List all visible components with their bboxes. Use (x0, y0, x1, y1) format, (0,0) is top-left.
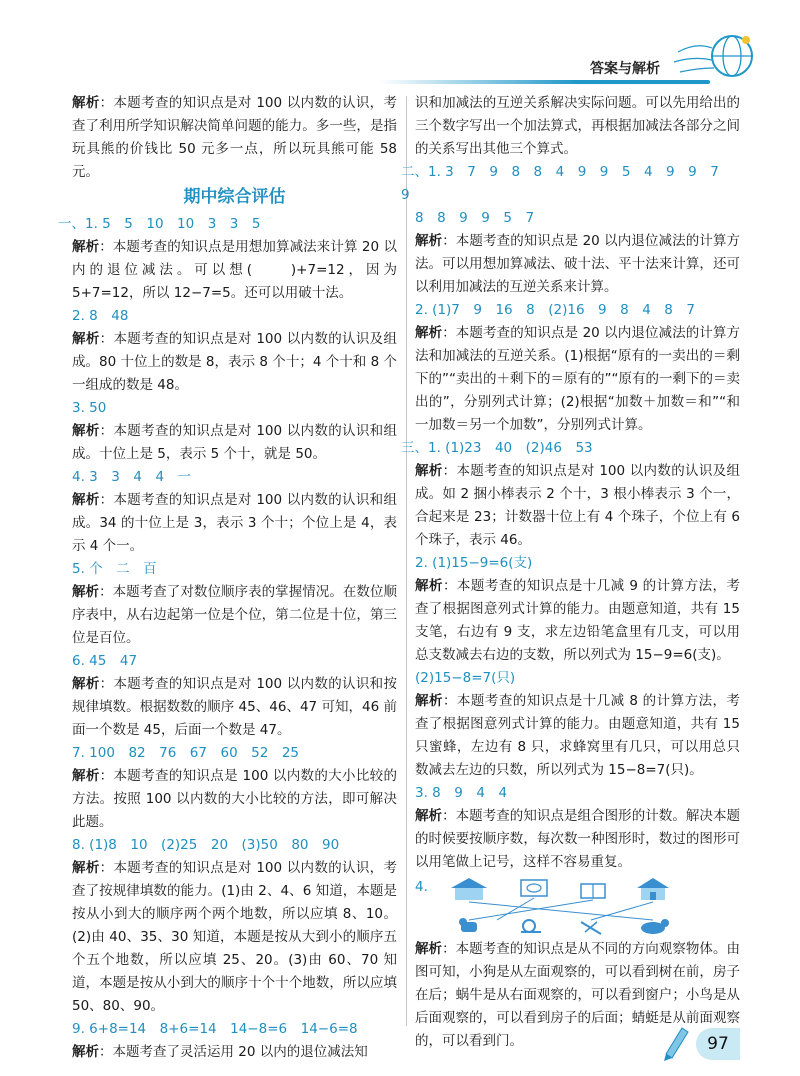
s2-analysis: 解析：本题考查的知识点是 20 以内退位减法的计算方法。可以用想加算减法、破十法、平十法来计算，还可以利用加减法的互逆关系来计算。 (415, 233, 741, 295)
q4-answer: 4. 3 3 4 4 一 (72, 469, 192, 485)
s3q2-answer: 2. (1)15−9=6(支) (415, 555, 533, 571)
q1-answer: 一、1. 5 5 10 10 3 3 5 (58, 216, 261, 232)
left-column (58, 92, 398, 1064)
window-icon (521, 880, 547, 896)
q2-analysis: 解析：本题考查的知识点是对 100 以内数的认识及组成。80 十位上的数是 8，表示 8 个十；4 个十和 8 个一组成的数是 48。 (72, 331, 397, 393)
header-title: 答案与解析 (590, 61, 660, 77)
q9-analysis: 解析：本题考查了灵活运用 20 以内的退位减法知 (72, 1044, 368, 1060)
s3q2b-answer: (2)15−8=7(只) (415, 670, 516, 686)
bird-icon (641, 919, 669, 934)
continued-analysis: 识和加减法的互逆关系解决实际问题。可以先用给出的三个数字写出一个加法算式，再根据加减法各部分之间的关系写出其他三个算式。 (415, 95, 740, 157)
pencil-icon (660, 1022, 692, 1062)
page-header (0, 0, 800, 90)
s3q3-analysis: 解析：本题考查的知识点是组合图形的计数。解决本题的时候要按顺序数，每次数一种图形时，数过的图形可以用笔做上记号，这样不容易重复。 (415, 808, 741, 870)
house-side-icon (451, 878, 487, 900)
s2q2-answer: 2. (1)7 9 16 8 (2)16 9 8 4 8 7 (415, 302, 695, 318)
right-column (401, 92, 741, 1053)
s3q4-analysis: 解析：本题考查的知识点是从不同的方向观察物体。由图可知，小狗是从左面观察的，可以看到树在前，房子在后；蜗牛是从右面观察的，可以看到窗户；小鸟是从后面观察的，可以看到房子的后面；蜻蜓是从前面观察的，可以看到门。 (415, 941, 741, 1049)
house-back-icon (581, 884, 605, 898)
q2-answer: 2. 8 48 (72, 308, 129, 324)
q8-analysis: 解析：本题考查的知识点是对 100 以内数的认识，考查了按规律填数的能力。(1)由 2、4、6 知道，本题是按从小到大的顺序两个两个地数，所以应填 8、10。(2)由 40、35、30 知道，本题是按从大到小的顺序五个五个地数，所以应填 25、20。(3)由 60、70 知道，本题是按从小到大的顺序十个十个地数，所以应填 50、80、90。 (72, 860, 397, 1014)
page-number: 97 (696, 1028, 740, 1060)
globe-logo-icon (660, 22, 760, 88)
column-divider (406, 96, 407, 1026)
observation-figure (415, 876, 740, 936)
section-title: 期中综合评估 (183, 187, 286, 207)
q9-answer: 9. 6+8=14 8+6=14 14−8=6 14−6=8 (72, 1021, 358, 1037)
dragonfly-icon (581, 922, 601, 934)
q7-answer: 7. 100 82 76 67 60 52 25 (72, 745, 300, 761)
q5-answer: 5. 个 二 百 (72, 561, 157, 577)
intro-analysis: 解析：本题考查的知识点是对 100 以内数的认识，考查了利用所学知识解决简单问题的能力。多一些，是指玩具熊的价钱比 50 元多一点，所以玩具熊可能 58 元。 (72, 95, 397, 180)
q3-analysis: 解析：本题考查的知识点是对 100 以内数的认识和组成。十位上是 5，表示 5 个十，就是 50。 (72, 423, 397, 462)
q4-analysis: 解析：本题考查的知识点是对 100 以内数的认识和组成。34 的十位上是 3，表示 3 个十；个位上是 4，表示 4 个一。 (72, 492, 397, 554)
s3-analysis: 解析：本题考查的知识点是对 100 以内数的认识及组成。如 2 捆小棒表示 2 个十，3 根小棒表示 3 个一，合起来是 23；计数器十位上有 4 个珠子，个位上有 6 个珠子，表示 46。 (415, 463, 740, 548)
q6-analysis: 解析：本题考查的知识点是对 100 以内数的认识和按规律填数。根据数数的顺序 45、46、47 可知，46 前面一个数是 45，后面一个数是 47。 (72, 676, 397, 738)
snail-icon (521, 920, 541, 932)
s3-answer: 三、1. (1)23 40 (2)46 53 (401, 440, 593, 456)
s3q4-answer: 4. (415, 879, 428, 895)
s3q2-analysis: 解析：本题考查的知识点是十几减 9 的计算方法，考查了根据图意列式计算的能力。由题意知道，共有 15 支笔，右边有 9 支，求左边铅笔盒里有几支，可以用总支数减去右边的支数，所以列式为 15−9=6(支)。 (415, 578, 741, 663)
s2-answer-line2: 8 8 9 9 5 7 (415, 210, 535, 226)
q6-answer: 6. 45 47 (72, 653, 138, 669)
q3-answer: 3. 50 (72, 400, 107, 416)
q1-analysis: 解析：本题考查的知识点是用想加算减法来计算 20 以内的退位减法。可以想( )+7=12，因为 5+7=12，所以 12−7=5。还可以用破十法。 (72, 239, 398, 301)
q8-answer: 8. (1)8 10 (2)25 20 (3)50 80 90 (72, 837, 340, 853)
s3q2b-analysis: 解析：本题考查的知识点是十几减 8 的计算方法，考查了根据图意列式计算的能力。由题意知道，共有 15 只蜜蜂，左边有 8 只，求蜂窝里有几只，可以用总只数减去左边的只数，所以列式为 15−8=7(只)。 (415, 693, 741, 778)
matching-diagram (441, 876, 691, 936)
dog-icon (459, 918, 477, 932)
s2-answer-line1: 二、1. 3 7 9 8 8 4 9 9 5 4 9 9 7 9 (401, 164, 733, 203)
q5-analysis: 解析：本题考查了对数位顺序表的掌握情况。在数位顺序表中，从右边起第一位是个位，第二位是十位，第三位是百位。 (72, 584, 398, 646)
q7-analysis: 解析：本题考查的知识点是 100 以内数的大小比较的方法。按照 100 以内数的大小比较的方法，即可解决此题。 (72, 768, 397, 830)
house-front-icon (637, 878, 669, 900)
s2q2-analysis: 解析：本题考查的知识点是 20 以内退位减法的计算方法和加减法的互逆关系。(1)根据“原有的一卖出的＝剩下的”“卖出的＋剩下的＝原有的”“原有的一剩下的＝卖出的”，分别列式计算；(2)根据“加数＋加数＝和”“和一加数＝另一个加数”，分别列式计算。 (415, 325, 741, 433)
s3q3-answer: 3. 8 9 4 4 (415, 785, 508, 801)
